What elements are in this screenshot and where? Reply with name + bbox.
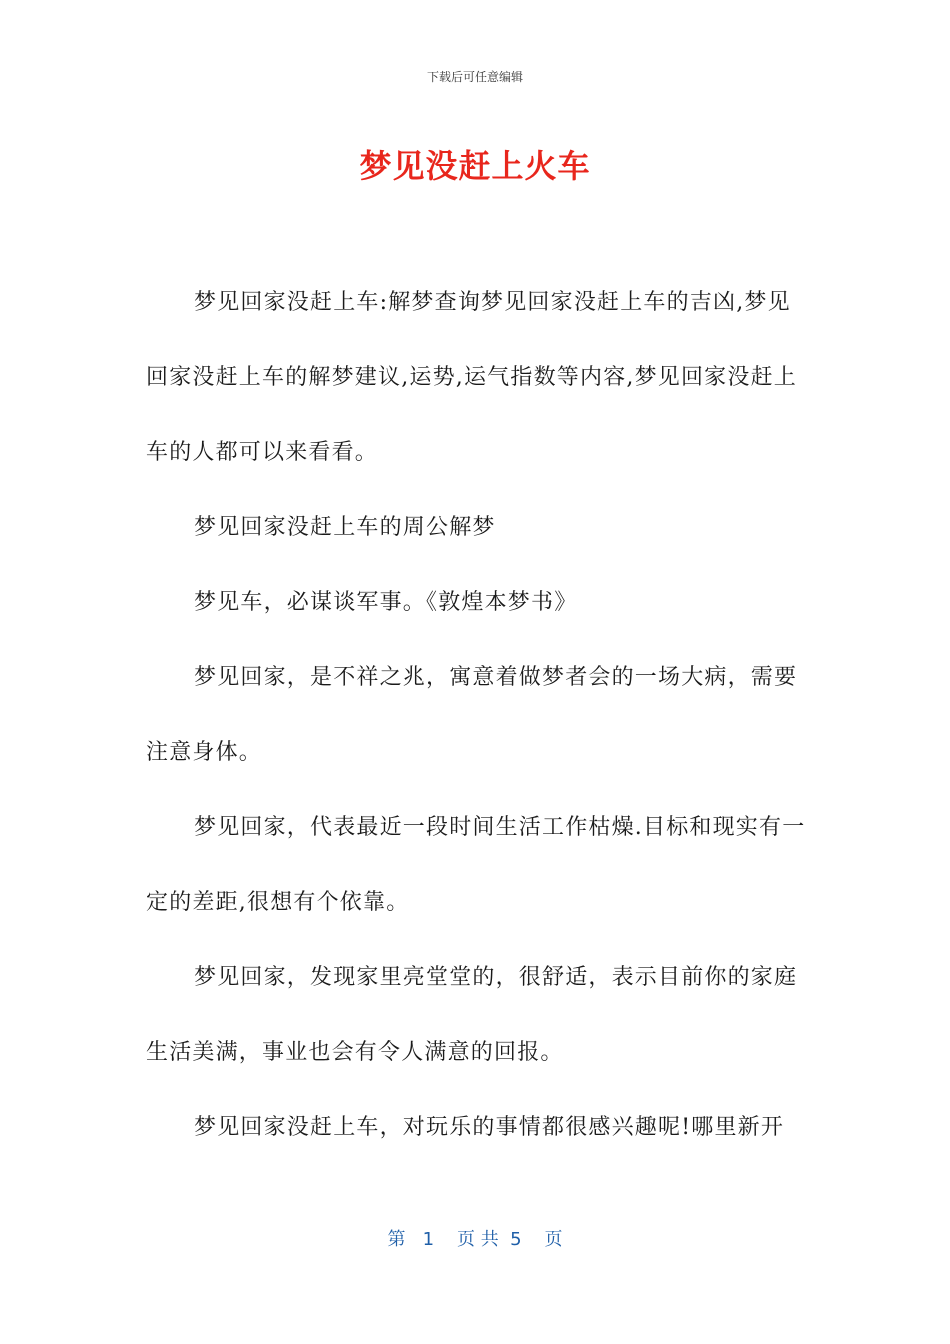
header-note: 下载后可任意编辑	[426, 70, 523, 84]
document-title: 梦见没赶上火车	[359, 147, 591, 185]
page-number-footer: 第 1 页 共 5 页	[387, 1229, 563, 1250]
paragraph: 梦见回家没赶上车，对玩乐的事情都很感兴趣呢!哪里新开	[194, 1115, 785, 1140]
paragraph: 梦见车，必谋谈军事。《敦煌本梦书》	[194, 590, 578, 615]
paragraph: 梦见回家，代表最近一段时间生活工作枯燥.目标和现实有一定的差距,很想有个依靠。	[146, 815, 806, 915]
paragraph: 梦见回家没赶上车:解梦查询梦见回家没赶上车的吉凶,梦见回家没赶上车的解梦建议,运势,运气指数等内容,梦见回家没赶上车的人都可以来看看。	[146, 290, 797, 465]
document-body	[146, 265, 806, 1165]
paragraph: 梦见回家，是不祥之兆，寓意着做梦者会的一场大病，需要注意身体。	[146, 665, 798, 765]
paragraph: 梦见回家，发现家里亮堂堂的，很舒适，表示目前你的家庭生活美满，事业也会有令人满意的回报。	[146, 965, 798, 1065]
paragraph: 梦见回家没赶上车的周公解梦	[194, 515, 496, 540]
